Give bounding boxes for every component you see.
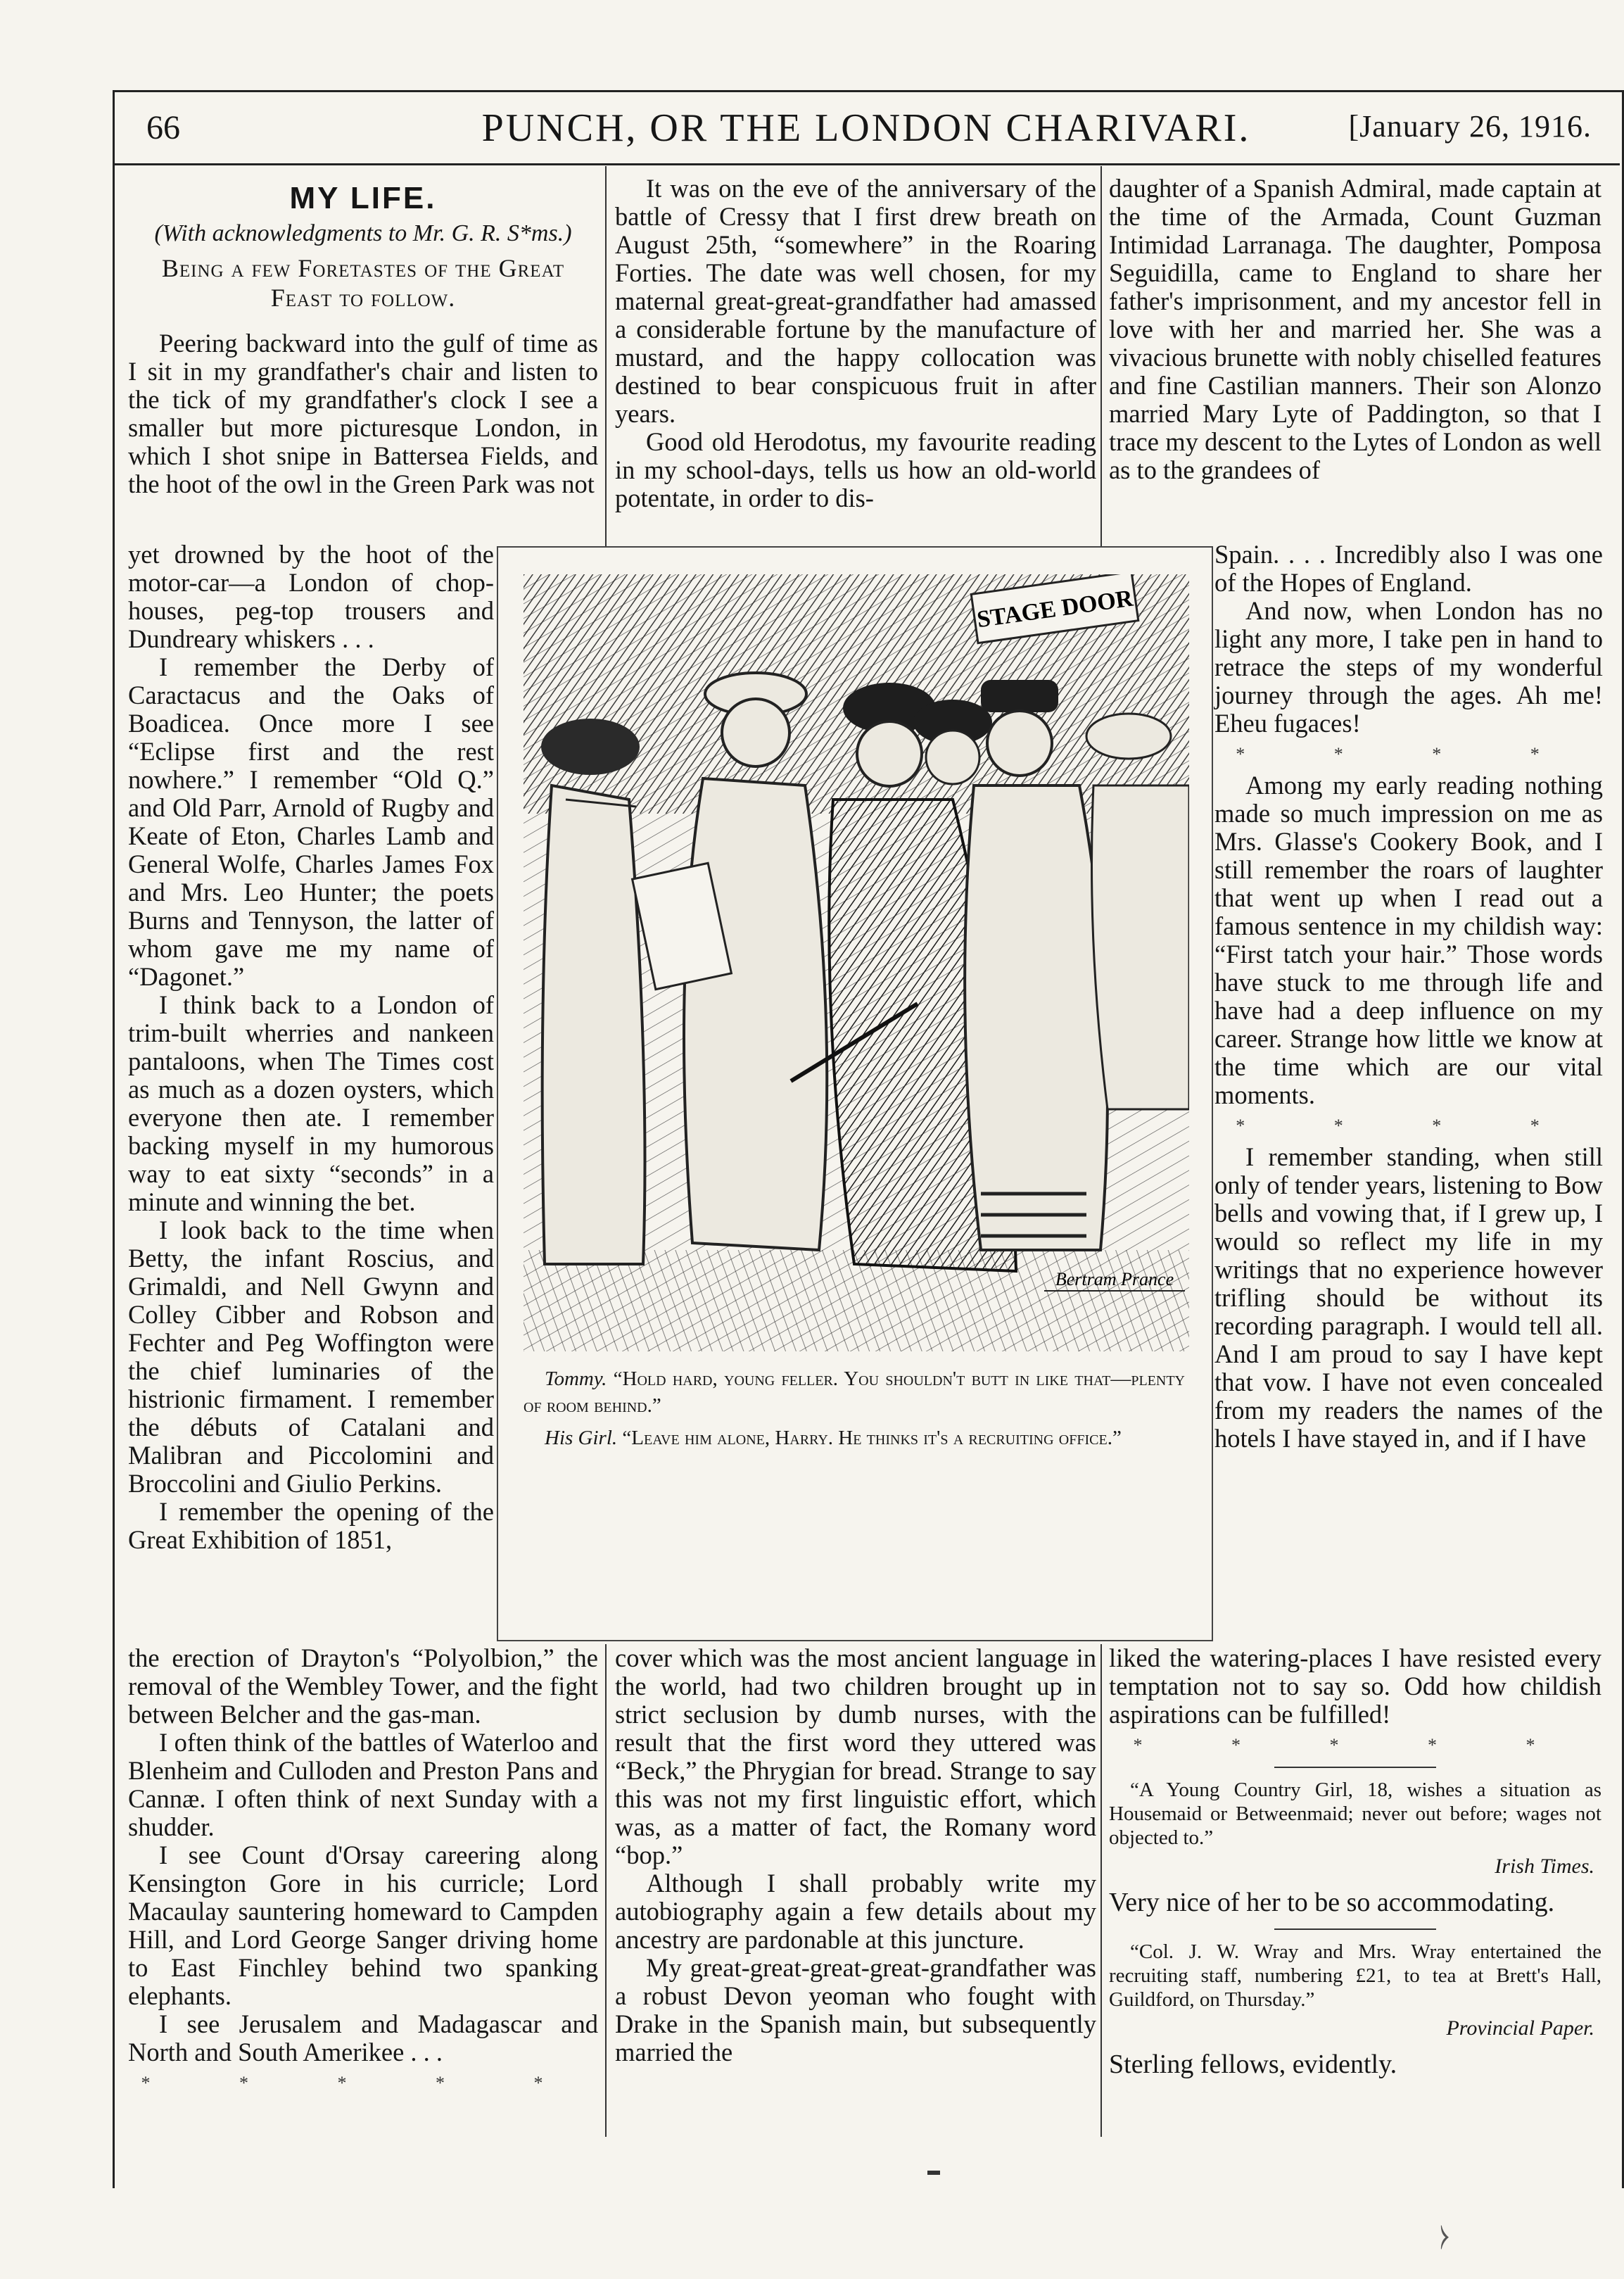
column-2-top <box>615 175 1096 512</box>
paragraph: I often think of the battles of Waterloo and Blenheim and Culloden and Preston Pans and Cannæ. I often think of next Sunday with a shudder. <box>128 1728 598 1841</box>
paragraph: Good old Herodotus, my favourite reading in my school-days, tells us how an old-world potentate, in order to dis- <box>615 427 1096 512</box>
caption-text: “Leave him alone, Harry. He thinks it's a recruiting office.” <box>622 1427 1122 1449</box>
paragraph: Peering backward into the gulf of time as I sit in my grandfather's chair and listen to the tick of my grandfather's clock I see a smaller but more picturesque London, in which I shot snipe in Battersea Fields, and the hoot of the owl in the Green Park was not <box>128 329 598 498</box>
column-1-bottom <box>128 1644 598 2100</box>
page-number: 66 <box>146 109 180 146</box>
paragraph: Spain. . . . Incredibly also I was one of the Hopes of England. <box>1214 540 1603 597</box>
paragraph: I remember the Derby of Caractacus and the Oaks of Boadicea. Once more I see “Eclipse first and the rest nowhere.” I remember “Old Q.” and Old Parr, Arnold of Rugby and Keate of Eton, Charles Lamb and General Wolfe, Charles James Fox and Mrs. Leo Hunter; the poets Burns and Tennyson, the latter of whom gave me my name of “Dagonet.” <box>128 652 494 991</box>
paragraph: Among my early reading nothing made so much impression on me as Mrs. Glasse's Cookery Book, and I still remember the roars of laughter that went up when I read out a famous sentence in my childish way: “First tatch your hair.” Those words have stuck to me through life and have had a deep influence on my career. Strange how little we know at the time which are our vital moments. <box>1214 771 1603 1109</box>
page-header <box>113 99 1620 165</box>
paragraph: Although I shall probably write my autobiography again a few details about my ancestry are pardonable at this juncture. <box>615 1869 1096 1954</box>
snippet-source: Irish Times. <box>1495 1855 1594 1878</box>
column-rule <box>605 1644 607 2137</box>
caption-line <box>524 1365 1185 1419</box>
cartoon-illustration <box>497 546 1213 1641</box>
divider <box>1274 1928 1436 1930</box>
paragraph: liked the watering-places I have resisted every temptation not to say so. Odd how childish aspirations can be fulfilled! <box>1109 1643 1601 1729</box>
paragraph: I see Jerusalem and Madagascar and North and South Amerikee . . . <box>128 2009 598 2066</box>
snippet-quote: “A Young Country Girl, 18, wishes a situation as Housemaid or Betweenmaid; never out before; wages not objected to.” <box>1109 1779 1601 1849</box>
article-acknowledgment: (With acknowledgments to Mr. G. R. S*ms.) <box>154 220 572 246</box>
issue-date: [January 26, 1916. <box>1348 109 1592 144</box>
caption-speaker: His Girl. <box>545 1427 618 1449</box>
print-mark <box>927 2171 940 2175</box>
column-1-top <box>128 175 598 498</box>
caption-line <box>524 1425 1185 1451</box>
paragraph: I think back to a London of trim-built wherries and nankeen pantaloons, when The Times cost as much as a dozen oysters, which everyone then ate. I remember backing myself in my humorous way to eat sixty “seconds” in a minute and winning the bet. <box>128 990 494 1216</box>
masthead: PUNCH, OR THE LONDON CHARIVARI. <box>481 106 1251 150</box>
paragraph: yet drowned by the hoot of the motor-car—a London of chop-houses, peg-top trousers and Dundreary whiskers . . . <box>128 540 494 653</box>
section-stars: * * * * <box>1236 744 1582 764</box>
paragraph: cover which was the most ancient language in the world, had two children brought up in strict seclusion by dumb nurses, with the result that the first word they uttered was “Beck,” the Phrygian for bread. Strange to say this was not my first linguistic effort, which was, as a matter of fact, the Romany word “bop.” <box>615 1643 1096 1869</box>
column-1-wrap <box>128 541 494 1554</box>
column-rule <box>1100 1644 1102 2137</box>
girl-left <box>541 719 645 1264</box>
section-stars: * * * * * <box>141 2073 585 2093</box>
paragraph: I remember the opening of the Great Exhibition of 1851, <box>128 1497 494 1554</box>
artist-signature: Bertram Prance <box>1055 1269 1174 1289</box>
column-3-top <box>1109 175 1601 484</box>
column-rule <box>1100 166 1102 546</box>
paragraph: And now, when London has no light any more, I take pen in hand to retrace the steps of my wonderful journey through the ages. Ah me! Eheu fugaces! <box>1214 596 1603 738</box>
snippet-quote: “Col. J. W. Wray and Mrs. Wray entertained the recruiting staff, numbering £21, to tea at Brett's Hall, Guildford, on Thursday.” <box>1109 1940 1601 2011</box>
section-stars: * * * * <box>1236 1116 1582 1136</box>
svg-text:STAGE DOOR: STAGE DOOR <box>975 585 1135 633</box>
paragraph: I see Count d'Orsay careering along Kensington Gore in his curricle; Lord Macaulay sauntering homeward to Campden Hill, and Lord George Sanger driving home to East Finchley behind two spanking elephants. <box>128 1841 598 2010</box>
column-3-wrap <box>1214 541 1603 1453</box>
article-title: MY LIFE. <box>289 181 437 215</box>
caption-text: “Hold hard, young feller. You shouldn't butt in like that—plenty of room behind.” <box>524 1368 1185 1417</box>
column-2-bottom <box>615 1644 1096 2066</box>
divider <box>1274 1767 1436 1768</box>
paragraph: I look back to the time when Betty, the infant Roscius, and Grimaldi, and Nell Gwynn and Colley Cibber and Robson and Fechter and Peg Woffington were the chief luminaries of the histrionic firmament. I remember the débuts of Catalani and Malibran and Piccolomini and Broccolini and Giulio Perkins. <box>128 1216 494 1498</box>
paragraph: the erection of Drayton's “Polyolbion,” the removal of the Wembley Tower, and the fight between Belcher and the gas-man. <box>128 1643 598 1729</box>
snippet-comment: Sterling fellows, evidently. <box>1109 2050 1397 2079</box>
article-subtitle: Being a few Foretastes of the Great Feast to follow. <box>161 254 565 312</box>
paragraph: I remember standing, when still only of tender years, listening to Bow bells and vowing that, if I grew up, I would so reflect my life in my writings that no experience however trifling should be without its recording paragraph. I would tell all. And I am proud to say I have kept that vow. I have not even concealed from my readers the names of the hotels I have stayed in, and if I have <box>1214 1142 1603 1453</box>
paragraph: It was on the eve of the anniversary of the battle of Cressy that I first drew breath on August 25th, “somewhere” in the Roaring Forties. The date was well chosen, for my maternal great-great-grandfather had amassed a considerable fortune by the manufacture of mustard, and the happy collocation was destined to bear conspicuous fruit in after years. <box>615 174 1096 428</box>
paragraph: daughter of a Spanish Admiral, made captain at the time of the Armada, Count Guzman Intimidad Larranaga. The daughter, Pomposa Seguidilla, came to England to share her father's imprisonment, and my ancestor fell in love with her and married her. She was a vivacious brunette with nobly chiselled features and fine Castilian manners. Their son Alonzo married Mary Lyte of Paddington, so that I trace my descent to the Lytes of London as well as to the grandees of <box>1109 174 1601 484</box>
caption-speaker: Tommy. <box>545 1368 607 1390</box>
cartoon-caption <box>524 1365 1185 1457</box>
paragraph: My great-great-great-great-grandfather was a robust Devon yeoman who fought with Drake in the Spanish main, but subsequently married the <box>615 1953 1096 2066</box>
print-curl: ⧽ <box>1440 2219 1449 2251</box>
snippet-source: Provincial Paper. <box>1446 2016 1594 2040</box>
section-stars: * * * * * <box>1133 1735 1578 1755</box>
column-3-bottom <box>1109 1644 1601 2090</box>
snippet-comment: Very nice of her to be so accommodating. <box>1109 1888 1555 1917</box>
cartoon-drawing <box>524 574 1189 1351</box>
